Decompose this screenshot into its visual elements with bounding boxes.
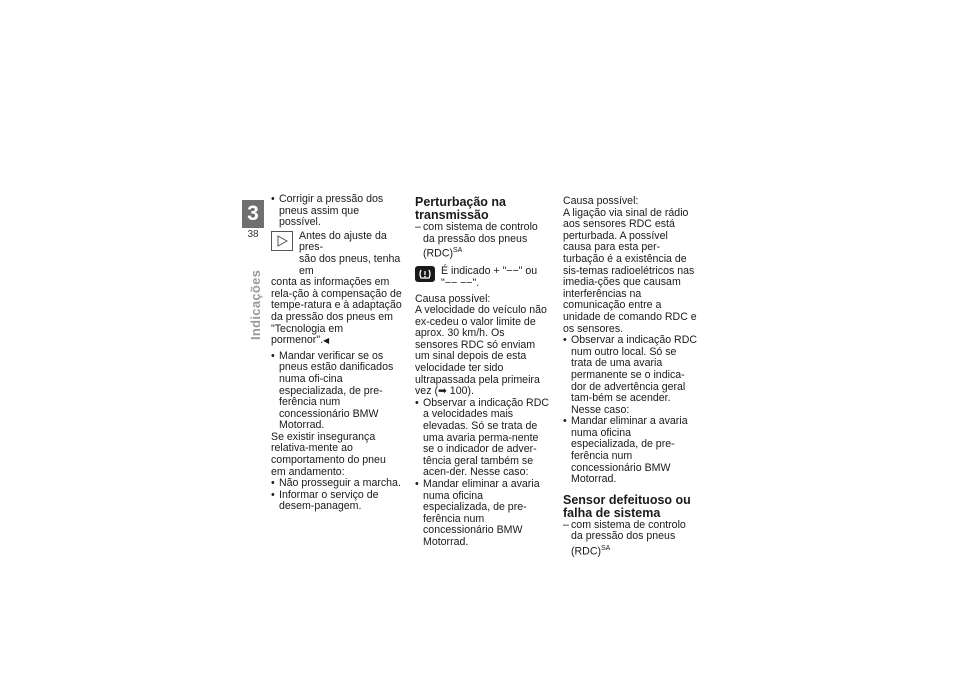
bullet-marker: • <box>415 478 419 490</box>
dash-item <box>563 520 699 558</box>
hint-block <box>271 231 403 277</box>
section-heading: Sensor defeituoso ou falha de sistema <box>563 492 691 520</box>
bullet-item <box>415 398 549 479</box>
sa-marker: SA <box>601 545 611 553</box>
dash-item <box>415 222 549 260</box>
page-reference: (➡ 100). <box>434 385 474 398</box>
hint-triangle-icon <box>271 231 293 251</box>
bullet-item <box>415 479 549 549</box>
bullet-text: Mandar eliminar a avaria numa oficina especializada, de pre-ferência num concessionário BMW Motorrad. <box>571 415 688 486</box>
cause-text: A ligação via sinal de rádio aos sensores RDC está perturbada. A possível causa para esta per-turbação é a existência de sis-temas radioelétricos nas imedia-ções que causam interferências na comunicação entre a unidade de comando RDC e os sensores. <box>563 206 697 335</box>
bullet-marker: • <box>271 349 275 362</box>
bullet-marker: • <box>271 193 275 205</box>
bullet-marker: • <box>271 477 275 490</box>
bullet-marker: • <box>563 415 567 428</box>
bullet-marker: • <box>563 334 567 347</box>
cause-label: Causa possível: <box>415 292 491 305</box>
bullet-item <box>563 416 699 486</box>
dash-marker: – <box>563 518 569 531</box>
bullet-marker: • <box>271 488 275 501</box>
indicator-block <box>415 266 549 289</box>
indicator-text: É indicado + "−−" ou "−− −−". <box>441 265 538 289</box>
bullet-item <box>563 335 699 416</box>
bullet-item <box>271 490 403 513</box>
page-number: 38 <box>247 229 259 240</box>
paragraph: Se existir insegurança relativa-mente ao comportamento do pneu em andamento: <box>271 430 386 478</box>
hint-line: Antes do ajuste da pres- <box>299 229 387 254</box>
sa-marker: SA <box>453 247 463 255</box>
column-1 <box>271 194 403 513</box>
hint-line: são dos pneus, tenha em <box>299 252 401 277</box>
bullet-text: Mandar verificar se os pneus estão danificados numa ofi-cina especializada, de pre-ferência num concessionário BMW Motorrad. <box>279 349 394 432</box>
dash-text: com sistema de controlo da pressão dos pneus (RDC) <box>571 518 686 558</box>
cause-label: Causa possível: <box>563 195 639 207</box>
column-2 <box>415 196 549 549</box>
section-label: Indicações <box>248 269 263 340</box>
cause-text: A velocidade do veículo não ex-cedeu o valor limite de aprox. 30 km/h. Os sensores RDC só enviam um sinal depois de esta velocidade ter sido ultrapassada pela primeira vez (➡ 100). <box>415 304 547 398</box>
bullet-text: Observar a indicação RDC num outro local. Só se trata de uma avaria permanente se o indica-dor de advertência geral tam-bém se acender. Nesse caso: <box>571 334 697 416</box>
dash-marker: – <box>415 221 421 233</box>
bullet-marker: • <box>415 396 419 409</box>
tire-pressure-warning-icon <box>415 266 435 282</box>
bullet-text: Observar a indicação RDC a velocidades mais elevadas. Só se trata de uma avaria perma-nente se o indicador de adver-tência geral também se acen-der. Nesse caso: <box>423 396 549 479</box>
bullet-text: Mandar eliminar a avaria numa oficina especializada, de pre-ferência num concessionário BMW Motorrad. <box>423 478 540 548</box>
hint-text: conta as informações em rela-ção à compensação de tempe-ratura e à adaptação da pressão dos pneus em "Tecnologia em pormenor".◀ <box>271 276 402 347</box>
end-marker: ◀ <box>323 336 330 346</box>
dash-text: com sistema de controlo da pressão dos pneus (RDC) <box>423 221 538 260</box>
column-3 <box>563 196 699 558</box>
bullet-item <box>271 351 403 432</box>
bullet-text: Informar o serviço de desem-panagem. <box>279 488 379 513</box>
bullet-text: Não prosseguir a marcha. <box>279 477 401 490</box>
section-heading: Perturbação na transmissão <box>415 195 507 222</box>
bullet-item <box>271 194 403 229</box>
bullet-text: Corrigir a pressão dos pneus assim que possível. <box>279 193 384 229</box>
chapter-number: 3 <box>242 200 264 228</box>
